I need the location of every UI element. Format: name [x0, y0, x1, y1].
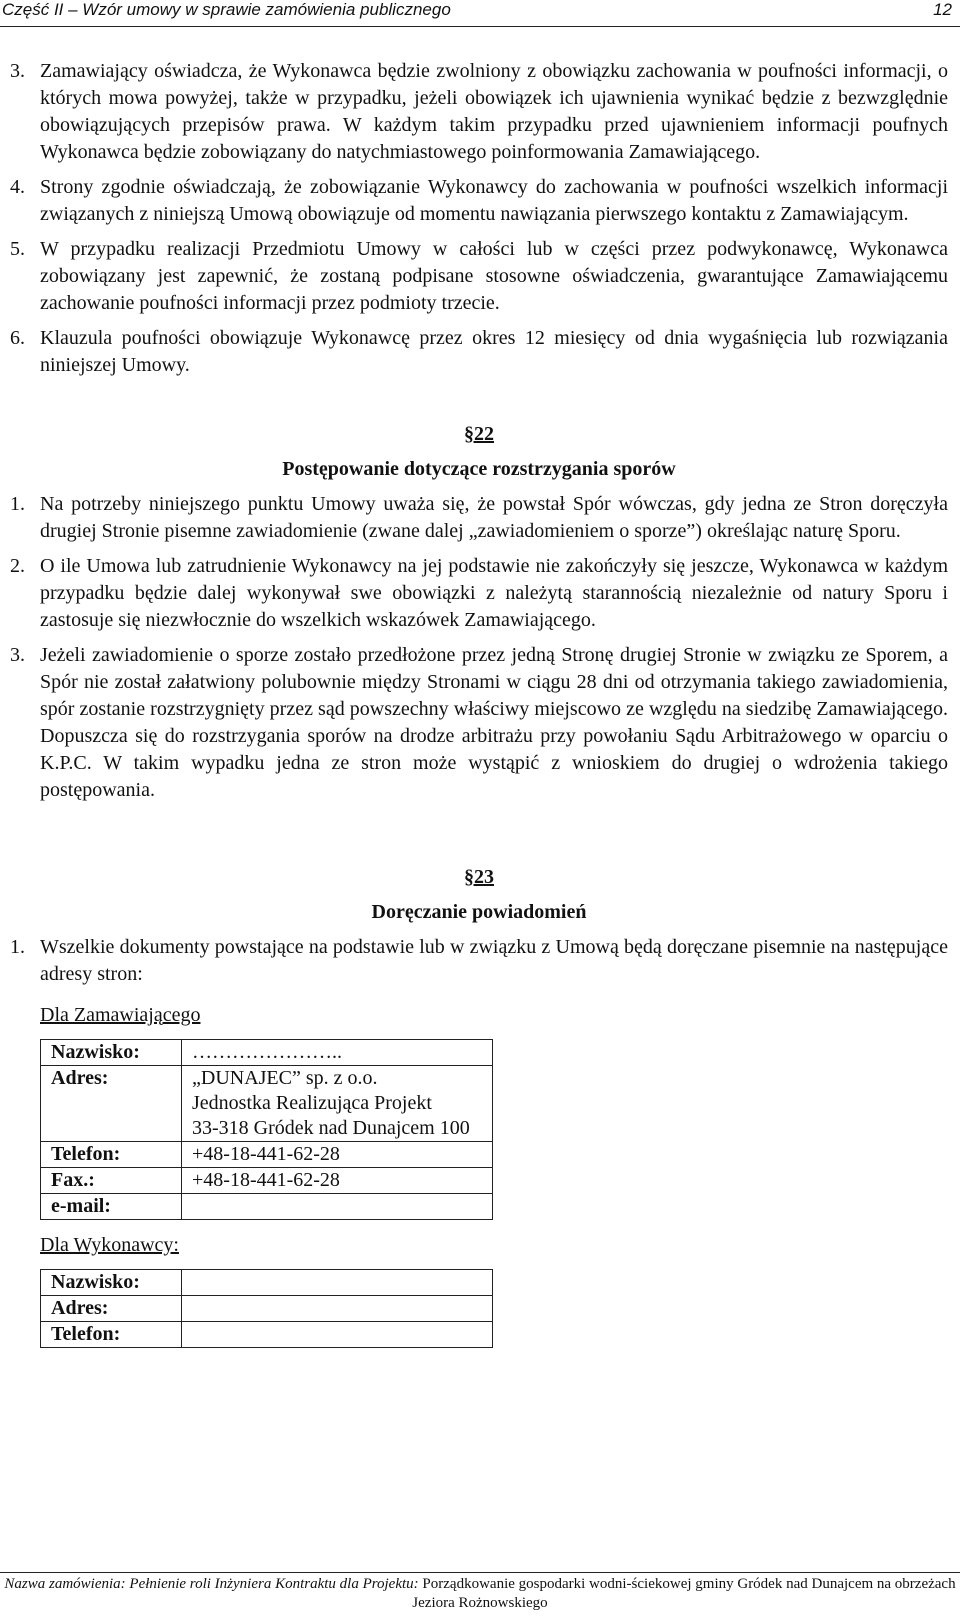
paragraph-item — [10, 174, 948, 228]
table-row — [41, 1168, 493, 1194]
page-footer — [0, 1572, 960, 1613]
item-number: 1. — [10, 493, 25, 515]
item-text: O ile Umowa lub zatrudnienie Wykonawcy na jej podstawie nie zakończyły się jeszcze, Wykonawca w każdym przypadku będzie dalej wykonywał swe obowiązki z należytą starannością niezależnie od natury Sporu i zastosuje się niezwłocznie do wszelkich wskazówek Zamawiającego. — [40, 555, 948, 631]
address-line: 33-318 Gródek nad Dunajcem 100 — [192, 1117, 470, 1139]
name-value — [182, 1270, 493, 1296]
item-text: Strony zgodnie oświadczają, że zobowiązanie Wykonawcy do zachowania w poufności wszelkich informacji związanych z niniejszą Umową obowiązuje od momentu nawiązania pierwszego kontaktu z Zamawiającym. — [40, 176, 948, 225]
item-text: Zamawiający oświadcza, że Wykonawca będzie zwolniony z obowiązku zachowania w poufności informacji, o których mowa powyżej, także w przypadku, jeżeli obowiązek ich ujawnienia wynikać będzie z bezwzględnie obowiązujących przepisów prawa. W każdym takim przypadku przed ujawnieniem informacji poufnych Wykonawca będzie zobowiązany do natychmiastowego poinformowania Zamawiającego. — [40, 60, 948, 163]
item-number: 3. — [10, 60, 25, 82]
paragraph-item — [10, 58, 948, 166]
item-number: 6. — [10, 327, 25, 349]
item-text: W przypadku realizacji Przedmiotu Umowy w całości lub w części przez podwykonawcę, Wykonawca zobowiązany jest zapewnić, że zostaną podpisane stosowne oświadczenia, gwarantujące Zamawiającemu zachowanie poufności informacji przez podmioty trzecie. — [40, 238, 948, 314]
phone-value: +48-18-441-62-28 — [182, 1142, 493, 1168]
paragraph-item — [10, 934, 948, 988]
table-row — [41, 1296, 493, 1322]
item-number: 2. — [10, 555, 25, 577]
document-body — [10, 58, 948, 1348]
table-row — [41, 1270, 493, 1296]
contractor-label: Dla Wykonawcy: — [40, 1234, 179, 1256]
table-row — [41, 1066, 493, 1142]
orderer-label: Dla Zamawiającego — [40, 1004, 201, 1026]
phone-label: Telefon: — [41, 1142, 182, 1168]
section-title: Doręczanie powiadomień — [371, 901, 587, 923]
footer-label: Nazwa zamówienia: Pełnienie roli Inżyniera Kontraktu dla Projektu: — [4, 1576, 419, 1592]
item-number: 4. — [10, 176, 25, 198]
item-text: Klauzula poufności obowiązuje Wykonawcę przez okres 12 miesięcy od dnia wygaśnięcia lub rozwiązania niniejszej Umowy. — [40, 327, 948, 376]
address-line: „DUNAJEC” sp. z o.o. — [192, 1067, 378, 1089]
item-text: Na potrzeby niniejszego punktu Umowy uważa się, że powstał Spór wówczas, gdy jedna ze Stron doręczyła drugiej Stronie pisemne zawiadomienie (zwane dalej „zawiadomieniem o sporze”) określając naturę Sporu. — [40, 493, 948, 542]
email-value — [182, 1194, 493, 1220]
table-row — [41, 1194, 493, 1220]
section-number: §23 — [464, 866, 494, 888]
item-text: Wszelkie dokumenty powstające na podstawie lub w związku z Umową będą doręczane pisemnie na następujące adresy stron: — [40, 936, 948, 985]
address-label: Adres: — [41, 1066, 182, 1142]
address-line: Jednostka Realizująca Projekt — [192, 1092, 432, 1114]
item-text: Jeżeli zawiadomienie o sporze zostało przedłożone przez jedną Stronę drugiej Stronie w związku ze Sporem, a Spór nie został załatwiony polubownie między Stronami w ciągu 28 dni od otrzymania takiego zawiadomienia, spór zostanie rozstrzygnięty przez sąd powszechny właściwy miejscowo ze względu na siedzibę Zamawiającego. Dopuszcza się do rozstrzygania sporów na drodze arbitrażu przy powołaniu Sądu Arbitrażowego w oparciu o K.P.C. W takim wypadku jedna ze stron może wystąpić z wnioskiem do drugiej o wdrożenia takiego postępowania. — [40, 644, 948, 801]
address-value — [182, 1066, 493, 1142]
footer-text: Porządkowanie gospodarki wodni-ściekowej gminy Gródek nad Dunajcem na obrzeżach Jeziora Rożnowskiego — [412, 1576, 956, 1611]
name-label: Nazwisko: — [41, 1270, 182, 1296]
paragraph-item — [10, 553, 948, 634]
table-row — [41, 1142, 493, 1168]
paragraph-item — [10, 236, 948, 317]
item-number: 5. — [10, 238, 25, 260]
table-row — [41, 1322, 493, 1348]
item-number: 1. — [10, 936, 25, 958]
address-label: Adres: — [41, 1296, 182, 1322]
section-title: Postępowanie dotyczące rozstrzygania sporów — [282, 458, 676, 480]
header-title: Część II – Wzór umowy w sprawie zamówienia publicznego — [2, 0, 451, 19]
fax-label: Fax.: — [41, 1168, 182, 1194]
paragraph-item — [10, 325, 948, 379]
section-number: §22 — [464, 423, 494, 445]
name-value: ………………….. — [182, 1040, 493, 1066]
address-value — [182, 1296, 493, 1322]
item-number: 3. — [10, 644, 25, 666]
table-row — [41, 1040, 493, 1066]
name-label: Nazwisko: — [41, 1040, 182, 1066]
email-label: e-mail: — [41, 1194, 182, 1220]
paragraph-item — [10, 642, 948, 804]
fax-value: +48-18-441-62-28 — [182, 1168, 493, 1194]
page-number: 12 — [933, 0, 952, 19]
paragraph-item — [10, 491, 948, 545]
contractor-address-table — [40, 1269, 493, 1348]
page-header — [0, 0, 960, 27]
phone-value — [182, 1322, 493, 1348]
orderer-address-table — [40, 1039, 493, 1220]
phone-label: Telefon: — [41, 1322, 182, 1348]
